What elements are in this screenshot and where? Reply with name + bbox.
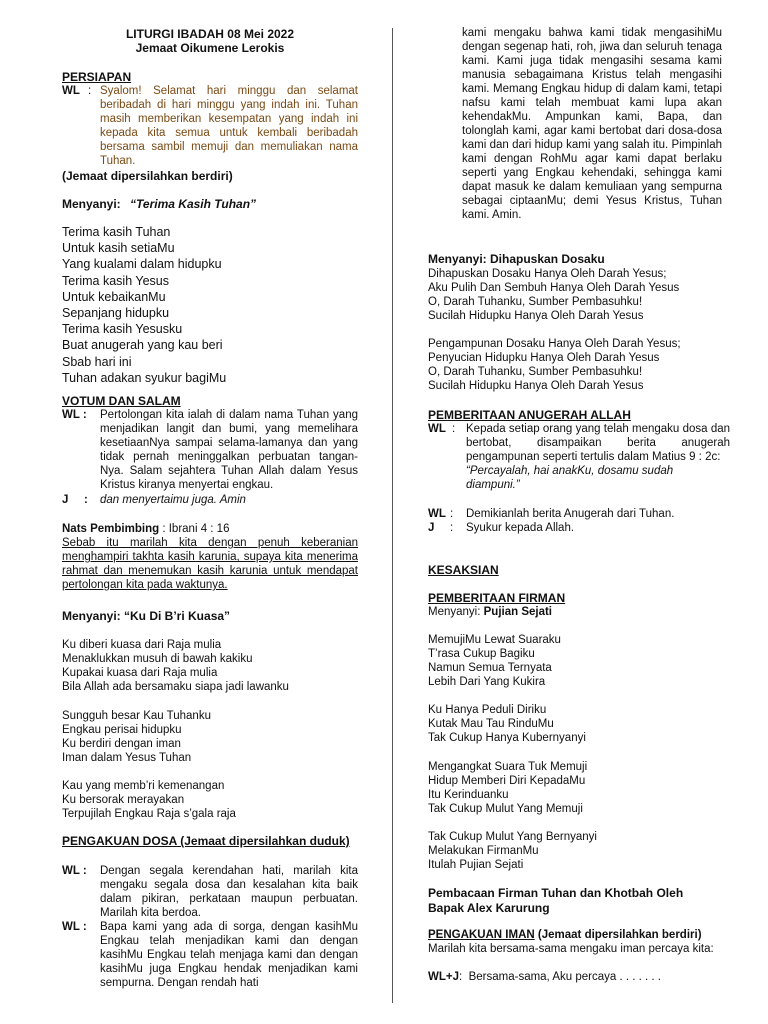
lyric-line: Untuk kebaikanMu <box>62 289 166 304</box>
sermon-note: Pembacaan Firman Tuhan dan Khotbah Oleh Bapak Alex Karurung <box>428 886 684 915</box>
pengakuan-dosa-heading: PENGAKUAN DOSA (Jemaat dipersilahkan duduk) <box>62 834 350 848</box>
speaker-label: WL <box>62 85 80 97</box>
lyric-line: Melakukan FirmanMu <box>428 845 539 857</box>
firman-stanza-1 <box>428 633 730 689</box>
pengakuan-dosa-wl-1 <box>62 864 358 920</box>
song1-heading <box>62 197 256 211</box>
speaker-label: WL : <box>62 921 87 933</box>
anugerah-j-text: Syukur kepada Allah. <box>466 522 575 534</box>
lyric-line: Buat anugerah yang kau beri <box>62 338 223 353</box>
document-title: LITURGI IBADAH 08 Mei 2022 <box>125 27 295 41</box>
lyric-line: Ku Hanya Peduli Diriku <box>428 704 547 716</box>
lyric-line: Aku Pulih Dan Sembuh Hanya Oleh Darah Yesus <box>428 282 680 294</box>
speaker-label: WL : <box>62 865 87 877</box>
lyric-line: Ku berdiri dengan iman <box>62 738 181 750</box>
pengakuan-dosa-text-2: Bapa kami yang ada di sorga, dengan kasihMu Engkau telah menjadikan kami dan dengan kasihMu Engkau telah menjaga kami dan dengan kasihMu juga Engkau hendak menjadikan kami sempurna. Dengan rendah hati <box>100 921 358 989</box>
lyric-line: Penyucian Hidupku Hanya Oleh Darah Yesus <box>428 352 660 364</box>
lyric-line: Engkau perisai hidupku <box>62 724 182 736</box>
nats-heading <box>62 522 358 536</box>
pengakuan-iman-text: Marilah kita bersama-sama mengaku iman percaya kita: <box>428 943 714 955</box>
votum-heading: VOTUM DAN SALAM <box>62 394 181 408</box>
pengakuan-iman-heading-row <box>428 928 702 942</box>
lyric-line: Tuhan adakan syukur bagiMu <box>62 370 227 385</box>
lyric-line: Untuk kasih setiaMu <box>62 241 175 256</box>
lyric-line: Itulah Pujian Sejati <box>428 859 524 871</box>
firman-stanza-4 <box>428 830 730 872</box>
lyric-line: Ku bersorak merayakan <box>62 794 185 806</box>
lyric-line: O, Darah Tuhanku, Sumber Pembasuhku! <box>428 296 643 308</box>
song1-lyrics <box>62 224 358 386</box>
lyric-line: Hidup Memberi Diri KepadaMu <box>428 775 586 787</box>
colon: : <box>88 85 92 97</box>
anugerah-heading: PEMBERITAAN ANUGERAH ALLAH <box>428 408 631 422</box>
firman-song-label: Menyanyi: <box>428 606 481 618</box>
lyric-line: Kau yang memb’ri kemenangan <box>62 780 225 792</box>
song3-title: Menyanyi: Dihapuskan Dosaku <box>428 252 605 266</box>
pengakuan-dosa-wl-2 <box>62 920 358 990</box>
colon: : <box>84 494 88 506</box>
lyric-line: Iman dalam Yesus Tuhan <box>62 752 192 764</box>
lyric-line: Terima kasih Yesusku <box>62 322 183 337</box>
lyric-line: Kupakai kuasa dari Raja mulia <box>62 667 218 679</box>
lyric-line: Tak Cukup Mulut Yang Memuji <box>428 803 583 815</box>
speaker-label: WL : <box>62 409 87 421</box>
song3-stanza-2 <box>428 337 730 393</box>
colon: : <box>450 522 454 534</box>
firman-stanza-3 <box>428 760 730 816</box>
nats-text: Sebab itu marilah kita dengan penuh keberanian menghampiri takhta kasih karunia, supaya kita menerima rahmat dan menemukan kasih karunia untuk mendapat pertolongan kita pada waktunya. <box>62 537 358 591</box>
lyric-line: Pengampunan Dosaku Hanya Oleh Darah Yesus; <box>428 338 681 350</box>
lyric-line: Tak Cukup Hanya Kubernyanyi <box>428 732 586 744</box>
prayer-continued-text: kami mengaku bahwa kami tidak mengasihiMu dengan segenap hati, roh, jiwa dan seluruh tenaga kami. Kami juga tidak mengasihi sesama kami manusia sebagaimana Kristus telah mengasihi kami. Memang Engkau hidup di dalam kami, tetapi nafsu kami telah membuat kami lupa akan kehendakMu. Ampunkan kami, Bapa, dan tolonglah kami, agar kami bertobat dari dosa-dosa kami dan dari hidup kami yang salah itu. Pimpinlah kami dengan RohMu agar kami dapat berlaku seperti yang Engkau kehendaki, sehingga kami dapat masuk ke dalam kemuliaan yang sempurna sebagai ciptaanMu; demi Yesus Kristus, Tuhan kami. Amin. <box>462 27 722 221</box>
pengakuan-iman-response <box>428 970 661 984</box>
anugerah-wl-text: Kepada setiap orang yang telah mengaku dosa dan bertobat, disampaikan berita anugerah pengampunan seperti tertulis dalam Matius 9 : 2c: <box>466 423 730 463</box>
persiapan-instruction: (Jemaat dipersilahkan berdiri) <box>62 169 233 183</box>
lyric-line: Sbab hari ini <box>62 354 132 369</box>
firman-heading: PEMBERITAAN FIRMAN <box>428 591 566 605</box>
lyric-line: Terpujilah Engkau Raja s’gala raja <box>62 808 236 820</box>
lyric-line: Ku diberi kuasa dari Raja mulia <box>62 639 222 651</box>
colon: : <box>452 423 456 435</box>
anugerah-quote: “Percayalah, hai anakKu, dosamu sudah diampuni.” <box>466 465 674 491</box>
pengakuan-iman-response-text: Bersama-sama, Aku percaya . . . . . . . <box>468 971 661 983</box>
pengakuan-dosa-continuation <box>462 26 722 250</box>
lyric-line: Yang kualami dalam hidupku <box>62 257 222 272</box>
lyric-line: Terima kasih Tuhan <box>62 225 171 239</box>
anugerah-wl-entry <box>428 422 730 492</box>
lyric-line: Lebih Dari Yang Kukira <box>428 676 546 688</box>
song2-stanza-3 <box>62 779 358 821</box>
lyric-line: O, Darah Tuhanku, Sumber Pembasuhku! <box>428 366 643 378</box>
lyric-line: Kutak Mau Tau RinduMu <box>428 718 554 730</box>
lyric-line: T’rasa Cukup Bagiku <box>428 648 535 660</box>
firman-song-heading <box>428 605 552 619</box>
lyric-line: Tak Cukup Mulut Yang Bernyanyi <box>428 831 597 843</box>
speaker-label: J <box>62 494 69 506</box>
song2-stanza-2 <box>62 709 358 765</box>
document-subtitle: Jemaat Oikumene Lerokis <box>135 41 285 55</box>
song2-stanza-1 <box>62 638 358 694</box>
nats-label: Nats Pembimbing <box>62 523 160 535</box>
firman-song-title: Pujian Sejati <box>483 606 553 618</box>
votum-wl-entry <box>62 408 358 492</box>
lyric-line: Menaklukkan musuh di bawah kakiku <box>62 653 253 665</box>
speaker-label: WL+J <box>428 971 459 983</box>
kesaksian-heading: KESAKSIAN <box>428 563 499 577</box>
pengakuan-iman-heading: PENGAKUAN IMAN <box>428 929 535 941</box>
anugerah-j-entry <box>428 521 730 535</box>
pengakuan-iman-instruction: (Jemaat dipersilahkan berdiri) <box>537 929 702 941</box>
votum-j-text: dan menyertaimu juga. Amin <box>100 494 246 506</box>
lyric-line: Mengangkat Suara Tuk Memuji <box>428 761 588 773</box>
lyric-line: MemujiMu Lewat Suaraku <box>428 634 561 646</box>
lyric-line: Namun Semua Ternyata <box>428 662 552 674</box>
lyric-line: Sucilah Hidupku Hanya Oleh Darah Yesus <box>428 380 644 392</box>
speaker-label: J <box>428 522 435 534</box>
lyric-line: Sucilah Hidupku Hanya Oleh Darah Yesus <box>428 310 644 322</box>
votum-j-entry <box>62 493 358 507</box>
speaker-label: WL <box>428 423 446 435</box>
song3-stanza-1 <box>428 267 730 323</box>
lyric-line: Sungguh besar Kau Tuhanku <box>62 710 211 722</box>
lyric-line: Sepanjang hidupku <box>62 306 170 321</box>
anugerah-wl2-text: Demikianlah berita Anugerah dari Tuhan. <box>466 508 675 520</box>
persiapan-text: Syalom! Selamat hari minggu dan selamat beribadah di hari minggu yang indah ini. Tuhan masih memberikan kesempatan yang indah ini kepada kita semua untuk kembali beribadah bersama sambil memuji dan memuliakan nama Tuhan. <box>100 85 358 167</box>
lyric-line: Bila Allah ada bersamaku siapa jadi lawanku <box>62 681 289 693</box>
firman-stanza-2 <box>428 703 730 745</box>
speaker-label: WL <box>428 508 446 520</box>
lyric-line: Itu Kerinduanku <box>428 789 509 801</box>
lyric-line: Dihapuskan Dosaku Hanya Oleh Darah Yesus; <box>428 268 667 280</box>
song2-title: Menyanyi: “Ku Di B’ri Kuasa” <box>62 609 231 623</box>
song1-title: “Terima Kasih Tuhan” <box>130 197 257 211</box>
colon: : <box>459 971 469 983</box>
colon: : <box>450 508 454 520</box>
persiapan-heading: PERSIAPAN <box>62 70 132 84</box>
anugerah-wl2-entry <box>428 507 730 521</box>
nats-reference: : Ibrani 4 : 16 <box>162 523 230 535</box>
song1-label: Menyanyi: <box>62 197 121 211</box>
persiapan-wl-entry <box>62 84 358 168</box>
votum-wl-text: Pertolongan kita ialah di dalam nama Tuhan yang menjadikan langit dan bumi, yang memelihara kesetiaanNya sampai selama-lamanya dan yang tidak pernah meninggalkan perbuatan tangan-Nya. Salam sejahtera Tuhan Allah dalam Yesus Kristus kiranya menyertai engkau. <box>100 409 358 491</box>
column-divider <box>392 28 393 1003</box>
lyric-line: Terima kasih Yesus <box>62 273 170 288</box>
pengakuan-dosa-text-1: Dengan segala kerendahan hati, marilah kita mengaku segala dosa dan kesalahan kita baik dalam pikiran, perkataan maupun perbuatan. Marilah kita berdoa. <box>100 865 358 919</box>
